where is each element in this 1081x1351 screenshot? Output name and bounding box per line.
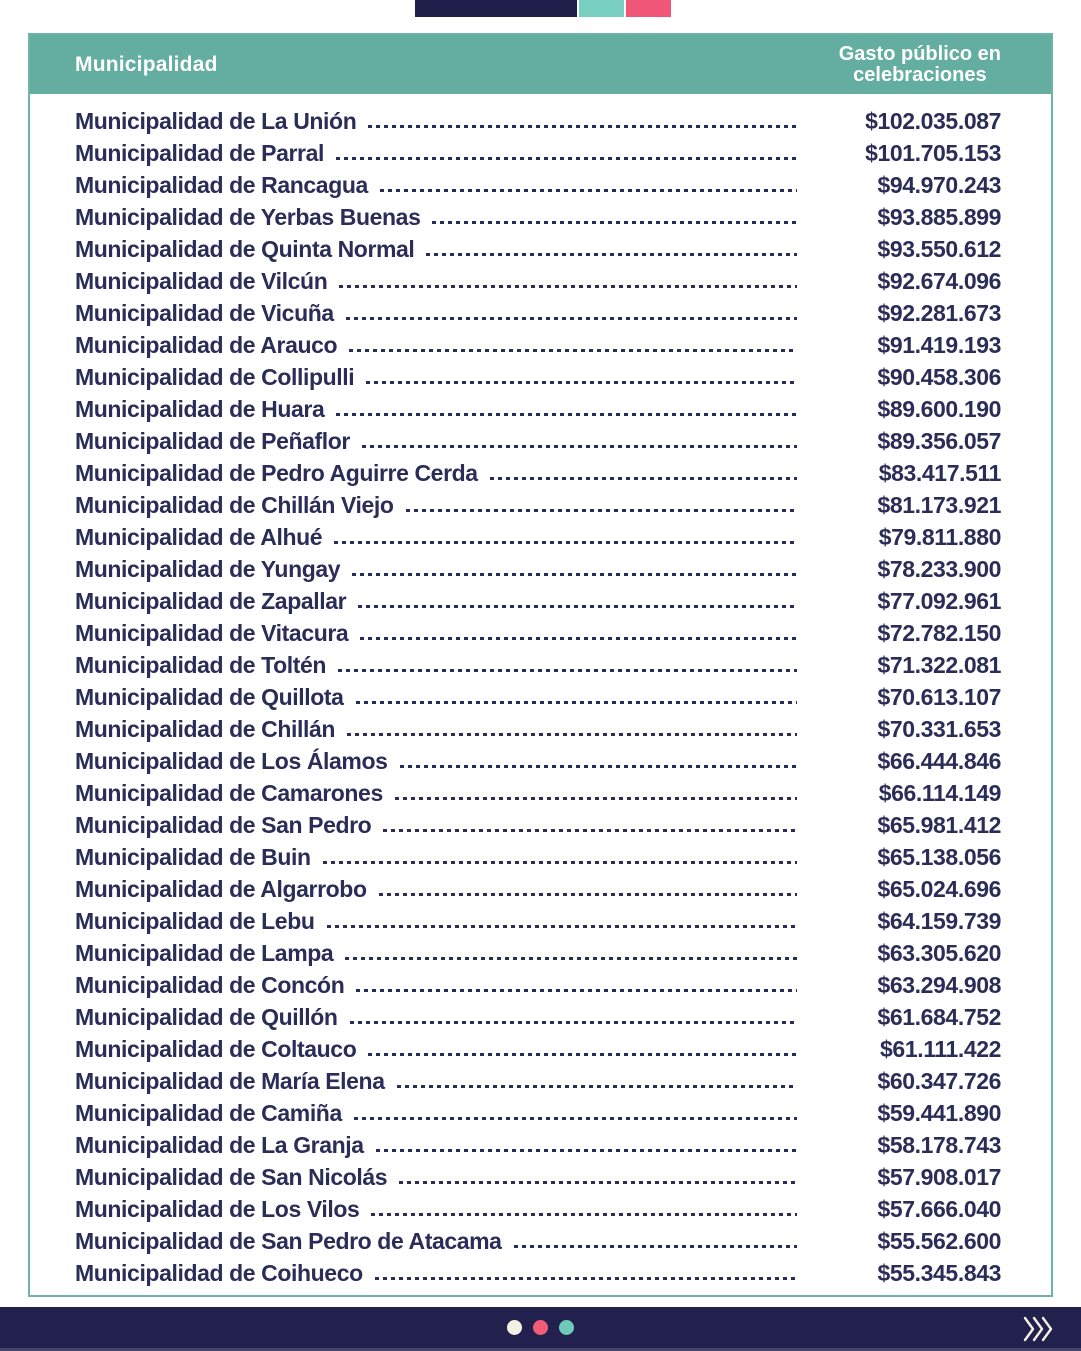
table-body	[30, 94, 1051, 1289]
table-row-left	[75, 1004, 803, 1031]
dotted-leader-line	[334, 541, 797, 544]
table-row-left	[75, 876, 803, 903]
spending-amount: $66.444.846	[877, 747, 1001, 774]
spending-amount: $94.970.243	[877, 171, 1001, 198]
table-row	[75, 329, 1001, 361]
spending-amount: $65.981.412	[877, 811, 1001, 838]
municipality-name: Municipalidad de Chillán	[75, 715, 336, 742]
spending-table	[28, 33, 1053, 1297]
table-row	[75, 969, 1001, 1001]
dotted-leader-line	[362, 445, 797, 448]
spending-amount: $90.458.306	[877, 363, 1001, 390]
municipality-name: Municipalidad de Chillán Viejo	[75, 491, 394, 518]
table-row	[75, 361, 1001, 393]
municipality-name: Municipalidad de Coltauco	[75, 1035, 357, 1062]
table-row-left	[75, 780, 803, 807]
dotted-leader-line	[406, 509, 797, 512]
dotted-leader-line	[327, 925, 797, 928]
table-row-left	[75, 1036, 803, 1063]
table-row-left	[75, 492, 803, 519]
table-row-left	[75, 140, 803, 167]
table-row	[75, 777, 1001, 809]
table-row	[75, 745, 1001, 777]
municipality-name: Municipalidad de San Pedro	[75, 811, 372, 838]
footer-bar	[0, 1307, 1081, 1351]
table-row	[75, 265, 1001, 297]
spending-amount: $65.138.056	[877, 843, 1001, 870]
spending-amount: $65.024.696	[877, 875, 1001, 902]
table-row	[75, 137, 1001, 169]
municipality-name: Municipalidad de Quinta Normal	[75, 235, 415, 262]
dotted-leader-line	[375, 1277, 797, 1280]
municipality-name: Municipalidad de Quillón	[75, 1003, 338, 1030]
table-row	[75, 1225, 1001, 1257]
municipality-name: Municipalidad de San Pedro de Atacama	[75, 1227, 502, 1254]
municipality-name: Municipalidad de Huara	[75, 395, 325, 422]
municipality-name: Municipalidad de Yungay	[75, 555, 341, 582]
dotted-leader-line	[323, 861, 797, 864]
table-row	[75, 457, 1001, 489]
table-row-left	[75, 908, 803, 935]
dotted-leader-line	[356, 989, 797, 992]
table-row	[75, 713, 1001, 745]
table-row-left	[75, 972, 803, 999]
table-row-left	[75, 620, 803, 647]
spending-amount: $89.356.057	[877, 427, 1001, 454]
table-row	[75, 937, 1001, 969]
spending-amount: $72.782.150	[877, 619, 1001, 646]
municipality-name: Municipalidad de Camarones	[75, 779, 383, 806]
spending-amount: $91.419.193	[877, 331, 1001, 358]
table-row	[75, 1129, 1001, 1161]
table-row-left	[75, 524, 803, 551]
table-row-left	[75, 268, 803, 295]
spending-amount: $61.684.752	[877, 1003, 1001, 1030]
table-row-left	[75, 108, 803, 135]
spending-amount: $79.811.880	[878, 523, 1001, 550]
table-row-left	[75, 1196, 803, 1223]
dotted-leader-line	[347, 733, 797, 736]
dotted-leader-line	[376, 1149, 797, 1152]
municipality-name: Municipalidad de Arauco	[75, 331, 338, 358]
dotted-leader-line	[360, 637, 797, 640]
dotted-leader-line	[514, 1245, 797, 1248]
dotted-leader-line	[338, 669, 797, 672]
table-row	[75, 1001, 1001, 1033]
municipality-name: Municipalidad de Vicuña	[75, 299, 334, 326]
table-row-left	[75, 332, 803, 359]
spending-amount: $83.417.511	[878, 459, 1001, 486]
municipality-name: Municipalidad de Yerbas Buenas	[75, 203, 421, 230]
municipality-name: Municipalidad de Buin	[75, 843, 311, 870]
table-row-left	[75, 1100, 803, 1127]
municipality-name: Municipalidad de Concón	[75, 971, 345, 998]
pagination-dots	[0, 1307, 1081, 1348]
table-row	[75, 169, 1001, 201]
table-row-left	[75, 300, 803, 327]
spending-amount: $93.885.899	[877, 203, 1001, 230]
table-row	[75, 521, 1001, 553]
triple-chevron-right-icon	[1021, 1316, 1053, 1342]
dotted-leader-line	[336, 157, 797, 160]
dotted-leader-line	[356, 701, 797, 704]
table-row	[75, 1033, 1001, 1065]
accent-segment-teal	[579, 0, 624, 17]
spending-amount: $64.159.739	[877, 907, 1001, 934]
column-header-municipalidad: Municipalidad	[75, 52, 218, 76]
spending-amount: $101.705.153	[865, 139, 1001, 166]
spending-amount: $89.600.190	[877, 395, 1001, 422]
spending-amount: $61.111.422	[880, 1035, 1001, 1062]
table-row	[75, 1193, 1001, 1225]
dotted-leader-line	[354, 1117, 797, 1120]
table-row-left	[75, 460, 803, 487]
table-row-left	[75, 428, 803, 455]
table-row	[75, 489, 1001, 521]
table-row	[75, 1097, 1001, 1129]
table-row	[75, 841, 1001, 873]
municipality-name: Municipalidad de Lebu	[75, 907, 315, 934]
dotted-leader-line	[352, 573, 797, 576]
table-row	[75, 425, 1001, 457]
spending-amount: $57.908.017	[877, 1163, 1001, 1190]
accent-segment-navy	[415, 0, 577, 17]
table-row-left	[75, 684, 803, 711]
municipality-name: Municipalidad de Vilcún	[75, 267, 328, 294]
column-header-gasto-line1: Gasto público en	[838, 42, 1001, 65]
table-row	[75, 393, 1001, 425]
table-row-left	[75, 396, 803, 423]
table-row	[75, 1257, 1001, 1289]
column-header-gasto-line2: celebraciones	[853, 63, 987, 86]
table-row-left	[75, 716, 803, 743]
table-row-left	[75, 204, 803, 231]
municipality-name: Municipalidad de Vitacura	[75, 619, 349, 646]
table-row-left	[75, 748, 803, 775]
municipality-name: Municipalidad de Quillota	[75, 683, 344, 710]
table-row-left	[75, 172, 803, 199]
table-row	[75, 905, 1001, 937]
table-row-left	[75, 844, 803, 871]
municipality-name: Municipalidad de Los Vilos	[75, 1195, 360, 1222]
spending-amount: $55.345.843	[877, 1259, 1001, 1286]
spending-amount: $70.613.107	[877, 683, 1001, 710]
spending-amount: $58.178.743	[877, 1131, 1001, 1158]
dotted-leader-line	[336, 413, 797, 416]
municipality-name: Municipalidad de Parral	[75, 139, 324, 166]
spending-amount: $92.674.096	[877, 267, 1001, 294]
municipality-name: Municipalidad de La Granja	[75, 1131, 364, 1158]
table-row	[75, 873, 1001, 905]
spending-amount: $77.092.961	[877, 587, 1001, 614]
dotted-leader-line	[380, 189, 797, 192]
dotted-leader-line	[397, 1085, 797, 1088]
dotted-leader-line	[346, 317, 797, 320]
table-row-left	[75, 812, 803, 839]
spending-amount: $57.666.040	[877, 1195, 1001, 1222]
municipality-name: Municipalidad de Toltén	[75, 651, 327, 678]
table-row-left	[75, 1260, 803, 1287]
spending-amount: $92.281.673	[877, 299, 1001, 326]
municipality-name: Municipalidad de Los Álamos	[75, 747, 388, 774]
municipality-name: Municipalidad de Rancagua	[75, 171, 368, 198]
dotted-leader-line	[358, 605, 797, 608]
municipality-name: Municipalidad de Lampa	[75, 939, 334, 966]
municipality-name: Municipalidad de Pedro Aguirre Cerda	[75, 459, 478, 486]
table-row	[75, 617, 1001, 649]
spending-amount: $78.233.900	[877, 555, 1001, 582]
spending-amount: $81.173.921	[877, 491, 1001, 518]
table-row	[75, 201, 1001, 233]
top-accent-bar	[415, 0, 671, 17]
municipality-name: Municipalidad de San Nicolás	[75, 1163, 388, 1190]
table-row	[75, 681, 1001, 713]
table-row-left	[75, 940, 803, 967]
table-row-left	[75, 1164, 803, 1191]
dotted-leader-line	[366, 381, 797, 384]
pagination-dot-teal-icon	[559, 1320, 574, 1335]
dotted-leader-line	[349, 349, 797, 352]
table-row	[75, 809, 1001, 841]
dotted-leader-line	[345, 957, 797, 960]
municipality-name: Municipalidad de Coihueco	[75, 1259, 363, 1286]
dotted-leader-line	[395, 797, 797, 800]
dotted-leader-line	[371, 1213, 797, 1216]
spending-amount: $66.114.149	[878, 779, 1001, 806]
spending-amount: $60.347.726	[877, 1067, 1001, 1094]
table-row-left	[75, 1068, 803, 1095]
municipality-name: Municipalidad de Alhué	[75, 523, 323, 550]
dotted-leader-line	[432, 221, 797, 224]
municipality-name: Municipalidad de La Unión	[75, 107, 357, 134]
pagination-dot-pink-icon	[533, 1320, 548, 1335]
dotted-leader-line	[379, 893, 797, 896]
table-row-left	[75, 556, 803, 583]
dotted-leader-line	[368, 1053, 797, 1056]
column-header-gasto	[839, 44, 1001, 86]
table-row-left	[75, 364, 803, 391]
spending-amount: $63.305.620	[877, 939, 1001, 966]
dotted-leader-line	[400, 765, 797, 768]
dotted-leader-line	[368, 125, 797, 128]
spending-amount: $59.441.890	[877, 1099, 1001, 1126]
table-row	[75, 233, 1001, 265]
table-row-left	[75, 1228, 803, 1255]
table-row	[75, 1065, 1001, 1097]
dotted-leader-line	[350, 1021, 797, 1024]
table-row	[75, 585, 1001, 617]
dotted-leader-line	[339, 285, 797, 288]
pagination-dot-cream-icon	[507, 1320, 522, 1335]
dotted-leader-line	[426, 253, 797, 256]
municipality-name: Municipalidad de Algarrobo	[75, 875, 367, 902]
accent-segment-pink	[626, 0, 671, 17]
spending-amount: $55.562.600	[877, 1227, 1001, 1254]
municipality-name: Municipalidad de Camiña	[75, 1099, 342, 1126]
table-row-left	[75, 652, 803, 679]
municipality-name: Municipalidad de Zapallar	[75, 587, 347, 614]
municipality-name: Municipalidad de Collipulli	[75, 363, 355, 390]
table-row	[75, 1161, 1001, 1193]
municipality-name: Municipalidad de María Elena	[75, 1067, 385, 1094]
table-row-left	[75, 236, 803, 263]
spending-amount: $71.322.081	[877, 651, 1001, 678]
spending-amount: $102.035.087	[865, 107, 1001, 134]
dotted-leader-line	[383, 829, 797, 832]
dotted-leader-line	[490, 477, 797, 480]
table-row	[75, 297, 1001, 329]
municipality-name: Municipalidad de Peñaflor	[75, 427, 350, 454]
table-row-left	[75, 588, 803, 615]
spending-amount: $93.550.612	[877, 235, 1001, 262]
table-row-left	[75, 1132, 803, 1159]
spending-amount: $70.331.653	[877, 715, 1001, 742]
table-row	[75, 105, 1001, 137]
table-header-row	[30, 35, 1051, 94]
table-row	[75, 649, 1001, 681]
dotted-leader-line	[399, 1181, 797, 1184]
table-row	[75, 553, 1001, 585]
spending-amount: $63.294.908	[877, 971, 1001, 998]
